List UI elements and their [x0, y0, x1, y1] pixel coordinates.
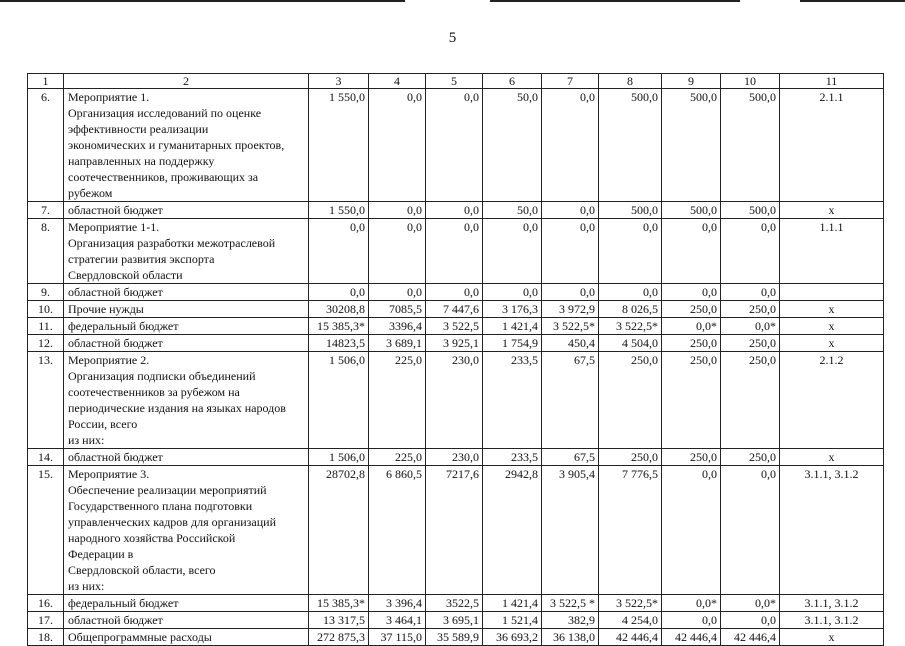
row-value-col-5: 0,0 — [426, 89, 483, 202]
row-value-col-5: 3522,5 — [426, 595, 483, 612]
row-value-col-7: 0,0 — [542, 219, 599, 284]
row-value-col-10: 42 446,4 — [721, 629, 780, 646]
row-value-col-5: 230,0 — [426, 352, 483, 449]
row-value-col-7: 3 522,5 * — [542, 595, 599, 612]
row-value-col-9: 0,0 — [662, 466, 721, 595]
row-value-col-8: 3 522,5* — [599, 318, 662, 335]
table-row — [28, 202, 884, 219]
row-value-col-7: 0,0 — [542, 89, 599, 202]
row-value-col-8: 250,0 — [599, 449, 662, 466]
table-row — [28, 335, 884, 352]
row-value-col-4: 3396,4 — [369, 318, 426, 335]
row-value-col-9: 250,0 — [662, 335, 721, 352]
column-header-6: 6 — [483, 74, 542, 89]
row-value-col-4: 0,0 — [369, 202, 426, 219]
row-value-col-9: 500,0 — [662, 202, 721, 219]
row-target-number: x — [780, 629, 884, 646]
row-value-col-5: 230,0 — [426, 449, 483, 466]
row-value-col-3: 0,0 — [309, 284, 369, 301]
row-value-col-3: 272 875,3 — [309, 629, 369, 646]
row-number: 17. — [28, 612, 64, 629]
row-value-col-6: 233,5 — [483, 449, 542, 466]
row-value-col-6: 36 693,2 — [483, 629, 542, 646]
row-value-col-10: 0,0 — [721, 466, 780, 595]
row-value-col-5: 0,0 — [426, 219, 483, 284]
table-row — [28, 612, 884, 629]
column-header-4: 4 — [369, 74, 426, 89]
row-value-col-4: 3 464,1 — [369, 612, 426, 629]
row-value-col-7: 3 905,4 — [542, 466, 599, 595]
row-value-col-6: 0,0 — [483, 219, 542, 284]
row-value-col-6: 0,0 — [483, 284, 542, 301]
row-value-col-9: 0,0 — [662, 219, 721, 284]
row-value-col-8: 4 504,0 — [599, 335, 662, 352]
row-value-col-3: 1 506,0 — [309, 449, 369, 466]
column-header-7: 7 — [542, 74, 599, 89]
row-target-number: x — [780, 318, 884, 335]
row-value-col-3: 13 317,5 — [309, 612, 369, 629]
row-value-col-5: 0,0 — [426, 284, 483, 301]
row-value-col-10: 250,0 — [721, 449, 780, 466]
row-number: 7. — [28, 202, 64, 219]
row-value-col-5: 7 447,6 — [426, 301, 483, 318]
row-value-col-10: 500,0 — [721, 89, 780, 202]
row-value-col-4: 3 689,1 — [369, 335, 426, 352]
table-row — [28, 301, 884, 318]
row-value-col-8: 7 776,5 — [599, 466, 662, 595]
row-name: областной бюджет — [64, 202, 309, 219]
row-number: 16. — [28, 595, 64, 612]
table-row — [28, 449, 884, 466]
row-target-number: 2.1.1 — [780, 89, 884, 202]
row-value-col-8: 4 254,0 — [599, 612, 662, 629]
row-value-col-3: 15 385,3* — [309, 595, 369, 612]
row-value-col-10: 250,0 — [721, 301, 780, 318]
row-target-number: 3.1.1, 3.1.2 — [780, 612, 884, 629]
row-number: 11. — [28, 318, 64, 335]
top-border-line — [490, 0, 740, 2]
row-number: 8. — [28, 219, 64, 284]
row-value-col-5: 3 695,1 — [426, 612, 483, 629]
row-value-col-5: 0,0 — [426, 202, 483, 219]
row-value-col-9: 250,0 — [662, 301, 721, 318]
table-header-row — [28, 74, 884, 89]
row-target-number: 2.1.2 — [780, 352, 884, 449]
row-value-col-10: 250,0 — [721, 352, 780, 449]
row-name: областной бюджет — [64, 284, 309, 301]
row-name: областной бюджет — [64, 612, 309, 629]
row-target-number: x — [780, 335, 884, 352]
row-value-col-9: 0,0 — [662, 284, 721, 301]
row-value-col-9: 500,0 — [662, 89, 721, 202]
row-name: Мероприятие 1. Организация исследований по оценке эффективности реализации экономических и гуманитарных проектов, направленных на поддержку соотечественников, проживающих за рубежом — [64, 89, 309, 202]
row-number: 15. — [28, 466, 64, 595]
row-value-col-8: 42 446,4 — [599, 629, 662, 646]
row-value-col-3: 15 385,3* — [309, 318, 369, 335]
table-row — [28, 219, 884, 284]
column-header-5: 5 — [426, 74, 483, 89]
row-value-col-8: 0,0 — [599, 284, 662, 301]
column-header-3: 3 — [309, 74, 369, 89]
column-header-8: 8 — [599, 74, 662, 89]
row-value-col-4: 37 115,0 — [369, 629, 426, 646]
row-value-col-9: 250,0 — [662, 352, 721, 449]
row-name: федеральный бюджет — [64, 595, 309, 612]
row-target-number: x — [780, 449, 884, 466]
row-value-col-8: 250,0 — [599, 352, 662, 449]
row-value-col-6: 1 754,9 — [483, 335, 542, 352]
table-row — [28, 629, 884, 646]
row-value-col-7: 3 522,5* — [542, 318, 599, 335]
row-value-col-9: 250,0 — [662, 449, 721, 466]
row-value-col-7: 450,4 — [542, 335, 599, 352]
row-value-col-6: 50,0 — [483, 202, 542, 219]
row-target-number: x — [780, 202, 884, 219]
table-row — [28, 466, 884, 595]
row-value-col-8: 500,0 — [599, 202, 662, 219]
row-value-col-3: 14823,5 — [309, 335, 369, 352]
row-value-col-9: 0,0* — [662, 595, 721, 612]
row-value-col-7: 3 972,9 — [542, 301, 599, 318]
row-value-col-10: 0,0 — [721, 612, 780, 629]
row-value-col-5: 3 522,5 — [426, 318, 483, 335]
row-value-col-10: 250,0 — [721, 335, 780, 352]
row-value-col-10: 0,0 — [721, 284, 780, 301]
row-name: федеральный бюджет — [64, 318, 309, 335]
row-value-col-4: 0,0 — [369, 219, 426, 284]
row-target-number: 3.1.1, 3.1.2 — [780, 466, 884, 595]
row-name: Мероприятие 3. Обеспечение реализации мероприятий Государственного плана подготовки управленческих кадров для организаций народного хозяйства Российской Федерации в Свердловской области, всего из них: — [64, 466, 309, 595]
row-number: 13. — [28, 352, 64, 449]
row-name: Мероприятие 2. Организация подписки объединений соотечественников за рубежом на периодические издания на языках народов России, всего из них: — [64, 352, 309, 449]
column-header-10: 10 — [721, 74, 780, 89]
row-value-col-6: 3 176,3 — [483, 301, 542, 318]
row-name: Прочие нужды — [64, 301, 309, 318]
row-value-col-5: 7217,6 — [426, 466, 483, 595]
row-target-number: 1.1.1 — [780, 219, 884, 284]
row-target-number — [780, 284, 884, 301]
column-header-1: 1 — [28, 74, 64, 89]
row-value-col-6: 1 421,4 — [483, 318, 542, 335]
row-value-col-4: 225,0 — [369, 352, 426, 449]
row-name: областной бюджет — [64, 449, 309, 466]
row-value-col-6: 1 521,4 — [483, 612, 542, 629]
row-value-col-8: 3 522,5* — [599, 595, 662, 612]
row-name: Мероприятие 1-1. Организация разработки межотраслевой стратегии развития экспорта Свердловской области — [64, 219, 309, 284]
row-value-col-3: 30208,8 — [309, 301, 369, 318]
row-number: 10. — [28, 301, 64, 318]
column-header-11: 11 — [780, 74, 884, 89]
row-number: 14. — [28, 449, 64, 466]
row-value-col-6: 1 421,4 — [483, 595, 542, 612]
row-value-col-6: 2942,8 — [483, 466, 542, 595]
row-value-col-4: 0,0 — [369, 89, 426, 202]
row-number: 12. — [28, 335, 64, 352]
row-value-col-9: 0,0 — [662, 612, 721, 629]
row-number: 18. — [28, 629, 64, 646]
row-value-col-10: 0,0 — [721, 219, 780, 284]
row-value-col-8: 500,0 — [599, 89, 662, 202]
table-row — [28, 89, 884, 202]
top-border-line — [0, 0, 405, 2]
row-value-col-4: 3 396,4 — [369, 595, 426, 612]
table-row — [28, 352, 884, 449]
row-value-col-6: 50,0 — [483, 89, 542, 202]
row-value-col-3: 1 506,0 — [309, 352, 369, 449]
top-border-line — [800, 0, 905, 2]
table-row — [28, 284, 884, 301]
row-value-col-3: 1 550,0 — [309, 89, 369, 202]
budget-table — [27, 73, 884, 646]
page-number: 5 — [448, 30, 457, 46]
row-value-col-5: 35 589,9 — [426, 629, 483, 646]
row-value-col-3: 28702,8 — [309, 466, 369, 595]
row-value-col-10: 0,0* — [721, 318, 780, 335]
table-row — [28, 595, 884, 612]
row-target-number: x — [780, 301, 884, 318]
row-name: Общепрограммные расходы — [64, 629, 309, 646]
row-value-col-6: 233,5 — [483, 352, 542, 449]
row-value-col-9: 0,0* — [662, 318, 721, 335]
row-value-col-7: 0,0 — [542, 202, 599, 219]
column-header-2: 2 — [64, 74, 309, 89]
row-value-col-7: 382,9 — [542, 612, 599, 629]
row-number: 9. — [28, 284, 64, 301]
row-value-col-10: 500,0 — [721, 202, 780, 219]
row-value-col-3: 0,0 — [309, 219, 369, 284]
row-number: 6. — [28, 89, 64, 202]
row-value-col-7: 67,5 — [542, 352, 599, 449]
row-value-col-10: 0,0* — [721, 595, 780, 612]
row-value-col-9: 42 446,4 — [662, 629, 721, 646]
row-target-number: 3.1.1, 3.1.2 — [780, 595, 884, 612]
row-name: областной бюджет — [64, 335, 309, 352]
row-value-col-4: 6 860,5 — [369, 466, 426, 595]
row-value-col-4: 225,0 — [369, 449, 426, 466]
row-value-col-8: 0,0 — [599, 219, 662, 284]
row-value-col-3: 1 550,0 — [309, 202, 369, 219]
column-header-9: 9 — [662, 74, 721, 89]
row-value-col-4: 0,0 — [369, 284, 426, 301]
table-row — [28, 318, 884, 335]
row-value-col-5: 3 925,1 — [426, 335, 483, 352]
row-value-col-4: 7085,5 — [369, 301, 426, 318]
row-value-col-7: 0,0 — [542, 284, 599, 301]
row-value-col-7: 67,5 — [542, 449, 599, 466]
row-value-col-7: 36 138,0 — [542, 629, 599, 646]
row-value-col-8: 8 026,5 — [599, 301, 662, 318]
